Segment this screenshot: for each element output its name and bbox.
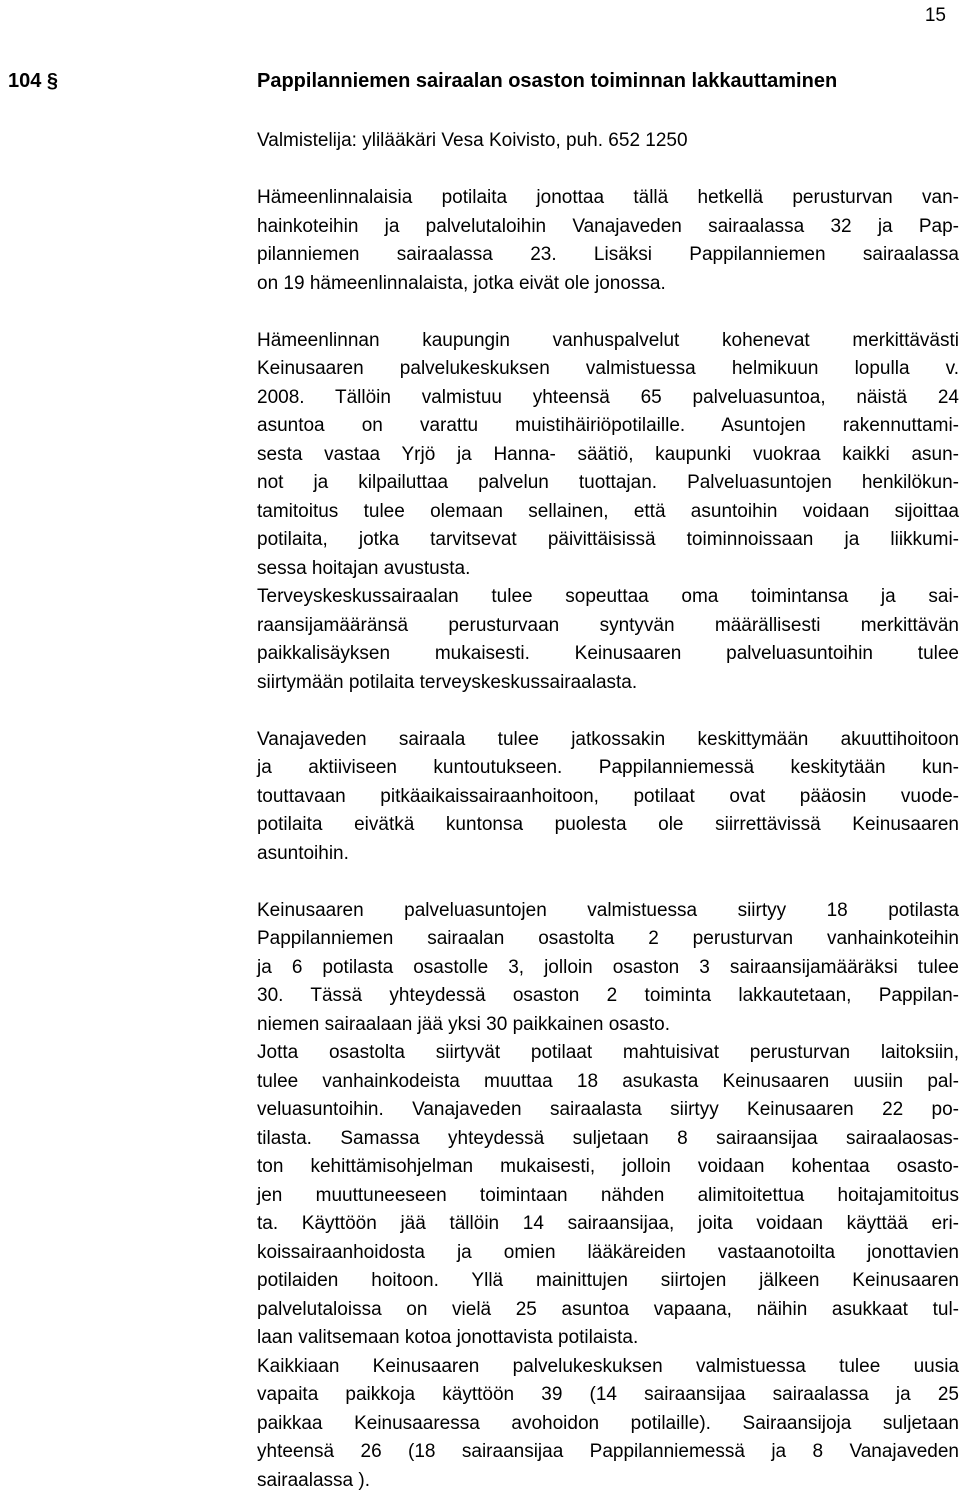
text-line: ja aktiiviseen kuntoutukseen. Pappilanniemessä keskitytään kun- [257, 754, 959, 783]
section-number: 104 § [8, 68, 58, 94]
text-line: vapaita paikkoja käyttöön 39 (14 sairaansijaa sairaalassa ja 25 [257, 1381, 959, 1410]
paragraph [257, 897, 959, 1495]
text-line: tilasta. Samassa yhteydessä suljetaan 8 sairaansijaa sairaalaosas- [257, 1125, 959, 1154]
page-number: 15 [925, 4, 946, 28]
text-line: veluasuntoihin. Vanajaveden sairaalasta siirtyy Keinusaaren 22 po- [257, 1096, 959, 1125]
paragraph [257, 726, 959, 869]
text-line: pilanniemen sairaalassa 23. Lisäksi Pappilanniemen sairaalassa [257, 241, 959, 270]
text-line: tulee vanhainkodeista muuttaa 18 asukasta Keinusaaren uusiin pal- [257, 1068, 959, 1097]
text-line: paikkalisäyksen mukaisesti. Keinusaaren palveluasuntoihin tulee [257, 640, 959, 669]
text-line: palvelutaloissa on vielä 25 asuntoa vapaana, näihin asukkaat tul- [257, 1296, 959, 1325]
paragraph-gap [257, 868, 959, 897]
text-line: asuntoihin. [257, 840, 959, 869]
text-line: raansijamääränsä perusturvaan syntyvän määrällisesti merkittävän [257, 612, 959, 641]
paragraph-gap [257, 298, 959, 327]
text-line: jen muuttuneeseen toimintaan nähden alimitoitettua hoitajamitoitus [257, 1182, 959, 1211]
text-line: niemen sairaalaan jää yksi 30 paikkainen osasto. [257, 1011, 959, 1040]
text-line: Keinusaaren palveluasuntojen valmistuessa siirtyy 18 potilasta [257, 897, 959, 926]
text-line: Hämeenlinnalaisia potilaita jonottaa tällä hetkellä perusturvan van- [257, 184, 959, 213]
paragraph [257, 327, 959, 698]
text-line: laan valitsemaan kotoa jonottavista potilaista. [257, 1324, 959, 1353]
text-line: hainkoteihin ja palvelutaloihin Vanajaveden sairaalassa 32 ja Pap- [257, 213, 959, 242]
text-line: Terveyskeskussairaalan tulee sopeuttaa oma toimintansa ja sai- [257, 583, 959, 612]
text-line: koissairaanhoidosta ja omien lääkäreiden vastaanotoilta jonottavien [257, 1239, 959, 1268]
preparer-line [257, 127, 959, 156]
text-line: sairaalassa ). [257, 1467, 959, 1495]
text-line: yhteensä 26 (18 sairaansijaa Pappilanniemessä ja 8 Vanajaveden [257, 1438, 959, 1467]
text-line: potilaita eivätkä kuntonsa puolesta ole siirrettävissä Keinusaaren [257, 811, 959, 840]
text-line: sessa hoitajan avustusta. [257, 555, 959, 584]
text-line: Valmistelija: ylilääkäri Vesa Koivisto, puh. 652 1250 [257, 127, 959, 156]
text-line: tamitoitus tulee olemaan sellainen, että asuntoihin voidaan sijoittaa [257, 498, 959, 527]
text-line: asuntoa on varattu muistihäiriöpotilaille. Asuntojen rakennuttami- [257, 412, 959, 441]
paragraph-gap [257, 156, 959, 185]
text-line: Keinusaaren palvelukeskuksen valmistuessa helmikuun lopulla v. [257, 355, 959, 384]
paragraph-gap [257, 697, 959, 726]
text-line: sesta vastaa Yrjö ja Hanna- säätiö, kaupunki vuokraa kaikki asun- [257, 441, 959, 470]
document-body [257, 127, 959, 1495]
text-line: paikkaa Keinusaaressa avohoidon potilaille). Sairaansijoja suljetaan [257, 1410, 959, 1439]
text-line: touttavaan pitkäaikaissairaanhoitoon, potilaat ovat pääosin vuode- [257, 783, 959, 812]
text-line: 30. Tässä yhteydessä osaston 2 toiminta lakkautetaan, Pappilan- [257, 982, 959, 1011]
text-line: siirtymään potilaita terveyskeskussairaalasta. [257, 669, 959, 698]
text-line: potilaiden hoitoon. Yllä mainittujen siirtojen jälkeen Keinusaaren [257, 1267, 959, 1296]
text-line: Hämeenlinnan kaupungin vanhuspalvelut kohenevat merkittävästi [257, 327, 959, 356]
text-line: Vanajaveden sairaala tulee jatkossakin keskittymään akuuttihoitoon [257, 726, 959, 755]
section-title: Pappilanniemen sairaalan osaston toiminnan lakkauttaminen [257, 68, 837, 94]
text-line: ja 6 potilasta osastolle 3, jolloin osaston 3 sairaansijamääräksi tulee [257, 954, 959, 983]
text-line: potilaita, jotka tarvitsevat päivittäisissä toiminnoissaan ja liikkumi- [257, 526, 959, 555]
text-line: not ja kilpailuttaa palvelun tuottajan. Palveluasuntojen henkilökun- [257, 469, 959, 498]
text-line: ta. Käyttöön jää tällöin 14 sairaansijaa, joita voidaan käyttää eri- [257, 1210, 959, 1239]
text-line: on 19 hämeenlinnalaista, jotka eivät ole jonossa. [257, 270, 959, 299]
text-line: ton kehittämisohjelman mukaisesti, jolloin voidaan kohentaa osasto- [257, 1153, 959, 1182]
text-line: Jotta osastolta siirtyvät potilaat mahtuisivat perusturvan laitoksiin, [257, 1039, 959, 1068]
text-line: Pappilanniemen sairaalan osastolta 2 perusturvan vanhainkoteihin [257, 925, 959, 954]
paragraph [257, 184, 959, 298]
text-line: 2008. Tällöin valmistuu yhteensä 65 palveluasuntoa, näistä 24 [257, 384, 959, 413]
text-line: Kaikkiaan Keinusaaren palvelukeskuksen valmistuessa tulee uusia [257, 1353, 959, 1382]
